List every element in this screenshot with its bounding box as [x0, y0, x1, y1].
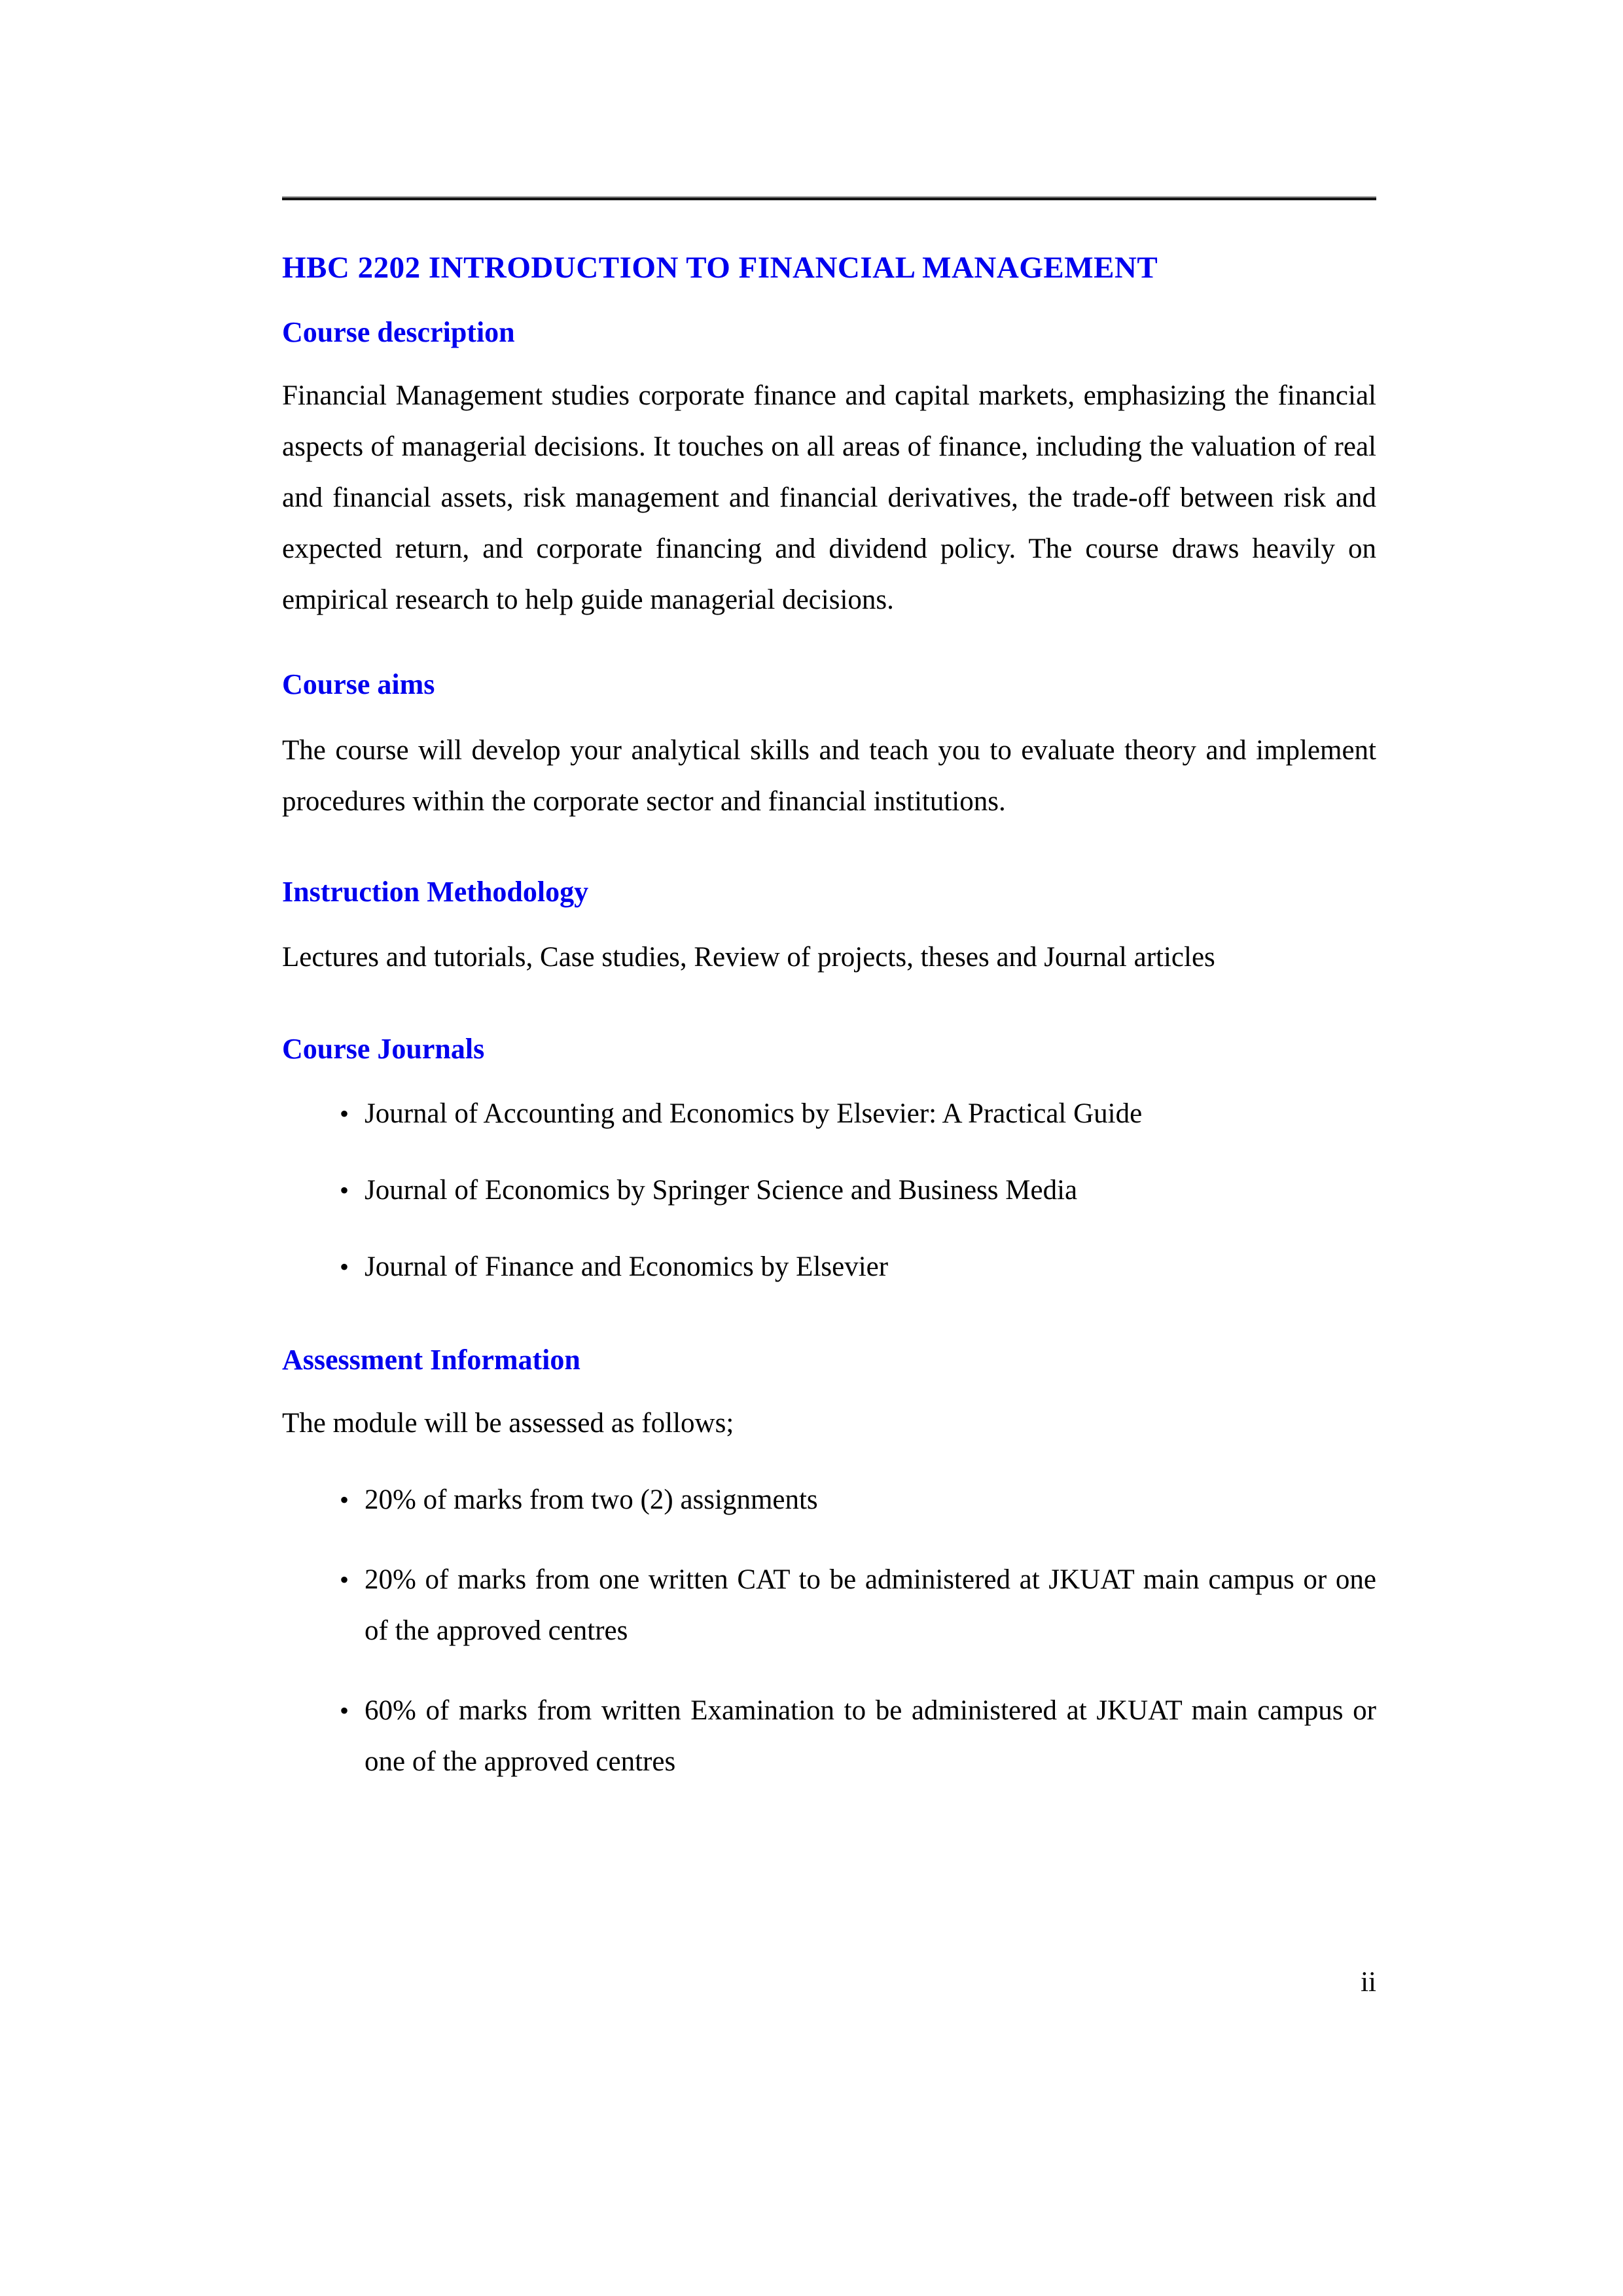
journal-list-item: • Journal of Finance and Economics by Elsevier	[365, 1242, 1376, 1293]
course-description-text: Financial Management studies corporate finance and capital markets, emphasizing the financial aspects of managerial decisions. It touches on all areas of finance, including the valuation of real and financial assets, risk management and financial derivatives, the trade-off between risk and expected return, and corporate financing and dividend policy. The course draws heavily on empirical research to help guide managerial decisions.	[282, 380, 1376, 615]
assessment-list-item: • 60% of marks from written Examination to be administered at JKUAT main campus or one of the approved centres	[365, 1685, 1376, 1787]
section-heading-course-description: Course description	[282, 316, 515, 348]
assessment-list-item: • 20% of marks from two (2) assignments	[365, 1475, 1376, 1526]
journal-list-item: • Journal of Economics by Springer Science and Business Media	[365, 1165, 1376, 1216]
section-heading-instruction-methodology: Instruction Methodology	[282, 876, 589, 908]
course-journals-list	[282, 1088, 1376, 1293]
assessment-list-item: • 20% of marks from one written CAT to be administered at JKUAT main campus or one of the approved centres	[365, 1554, 1376, 1657]
assessment-list	[282, 1475, 1376, 1787]
page-number: ii	[1361, 1967, 1376, 1998]
course-aims-text: The course will develop your analytical skills and teach you to evaluate theory and implement procedures within the corporate sector and financial institutions.	[282, 735, 1376, 817]
header-rule	[282, 196, 1376, 200]
journal-list-item: • Journal of Accounting and Economics by Elsevier: A Practical Guide	[365, 1088, 1376, 1139]
content-column	[282, 0, 1376, 1787]
section-heading-course-aims: Course aims	[282, 668, 435, 700]
assessment-intro-text: The module will be assessed as follows;	[282, 1408, 734, 1439]
instruction-methodology-text: Lectures and tutorials, Case studies, Review of projects, theses and Journal articles	[282, 942, 1215, 973]
section-heading-course-journals: Course Journals	[282, 1033, 485, 1065]
section-heading-assessment-information: Assessment Information	[282, 1344, 580, 1376]
course-title: HBC 2202 INTRODUCTION TO FINANCIAL MANAGEMENT	[282, 251, 1158, 285]
